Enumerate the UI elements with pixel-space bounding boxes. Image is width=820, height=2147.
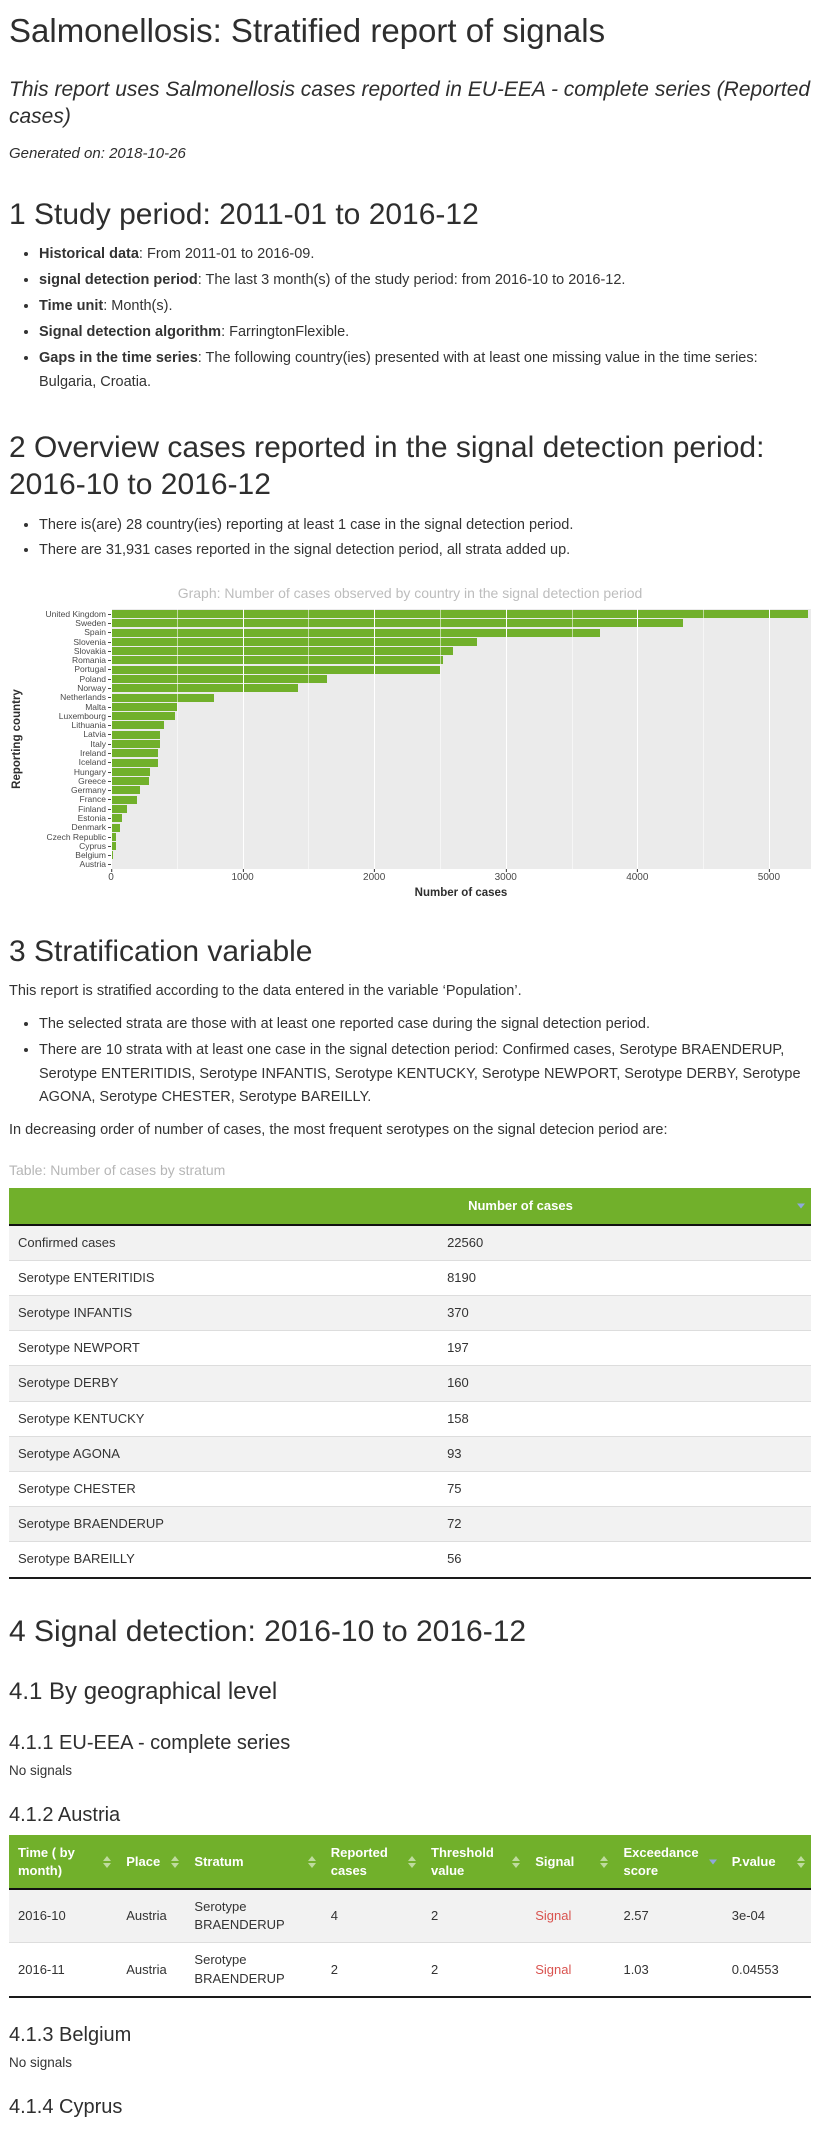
overview-bullet-list	[25, 514, 811, 564]
chart-bars	[111, 609, 811, 869]
country-label: Netherlands	[25, 693, 111, 702]
signal-cell: Signal	[535, 1908, 572, 1924]
country-label: Spain	[25, 628, 111, 637]
austria-signals-table	[9, 1835, 811, 1998]
gridline-minor	[177, 609, 178, 869]
bar-portugal	[111, 666, 440, 674]
country-label: Greece	[25, 777, 111, 786]
gridline-major	[506, 609, 507, 869]
p-value-cell: 3e-04	[731, 1908, 765, 1924]
column-header-label: Place	[126, 1853, 161, 1869]
country-label: Cyprus	[25, 842, 111, 851]
column-header-signal[interactable]	[526, 1835, 614, 1889]
stratum-cell: Serotype BRAENDERUP	[194, 1899, 285, 1933]
stratum-name-cell: Serotype ENTERITIDIS	[9, 1260, 438, 1295]
bullet-label: Time unit	[39, 297, 104, 314]
section4-1-3-heading: 4.1.3 Belgium	[9, 2023, 132, 2046]
gridline-minor	[572, 609, 573, 869]
bar-greece	[111, 777, 149, 785]
country-label: Norway	[25, 684, 111, 693]
bar-netherlands	[111, 694, 214, 702]
gridline-minor	[308, 609, 309, 869]
study-period-bullet	[39, 321, 811, 345]
bar-norway	[111, 684, 298, 692]
stratum-name-cell: Serotype BAREILLY	[9, 1542, 438, 1578]
stratum-table-row	[9, 1366, 811, 1401]
country-label: Romania	[25, 656, 111, 665]
section4-heading: 4 Signal detection: 2016-10 to 2016-12	[9, 1614, 527, 1648]
chart-plot-area	[111, 609, 811, 869]
stratification-outro: In decreasing order of number of cases, the most frequent serotypes on the signal detecion period are:	[9, 1122, 668, 1139]
column-header-label: Exceedance score	[623, 1845, 699, 1878]
x-axis-tick: 4000	[626, 872, 649, 884]
bar-italy	[111, 740, 160, 748]
place-cell: Austria	[126, 1908, 167, 1924]
overview-bullet: • There is(are) 28 country(ies) reporting at least 1 case in the signal detection period.	[39, 514, 811, 538]
stratum-table-row	[9, 1507, 811, 1542]
bar-latvia	[111, 731, 160, 739]
column-header-label: Time ( by month)	[18, 1845, 75, 1878]
cases-by-country-chart	[9, 585, 811, 899]
time-cell: 2016-10	[18, 1908, 66, 1924]
stratum-name-cell: Serotype CHESTER	[9, 1471, 438, 1506]
sort-up-down-arrows-icon[interactable]	[797, 1856, 805, 1868]
bar-finland	[111, 805, 127, 813]
stratum-cases-cell: 22560	[447, 1234, 484, 1250]
bar-malta	[111, 703, 177, 711]
bullet-label: Gaps in the time series	[39, 349, 198, 366]
x-axis-tick: 2000	[363, 872, 386, 884]
number-of-cases-column-header[interactable]	[438, 1188, 811, 1225]
country-label: Poland	[25, 675, 111, 684]
p-value-cell: 0.04553	[723, 1943, 811, 1997]
gridline-major	[111, 609, 112, 869]
bar-spain	[111, 629, 600, 637]
bar-denmark	[111, 824, 120, 832]
country-label: Luxembourg	[25, 712, 111, 721]
bar-france	[111, 796, 137, 804]
bar-hungary	[111, 768, 150, 776]
column-header-stratum[interactable]	[185, 1835, 321, 1889]
country-label: Iceland	[25, 758, 111, 767]
column-header-place[interactable]	[117, 1835, 185, 1889]
study-period-bullet-list	[25, 243, 811, 395]
column-header-reported-cases[interactable]	[322, 1835, 422, 1889]
sort-up-down-arrows-icon[interactable]	[512, 1856, 520, 1868]
report-subtitle: This report uses Salmonellosis cases reported in EU-EEA - complete series (Reported cases)	[9, 77, 811, 129]
sort-up-down-arrows-icon[interactable]	[600, 1856, 608, 1868]
sort-desc-arrow-icon[interactable]	[709, 1859, 717, 1864]
country-label: Estonia	[25, 814, 111, 823]
sort-up-down-arrows-icon[interactable]	[308, 1856, 316, 1868]
country-label: Denmark	[25, 823, 111, 832]
y-axis-label: Reporting country	[11, 689, 23, 790]
threshold-value-cell: 2	[431, 1908, 439, 1924]
country-label: Lithuania	[25, 721, 111, 730]
reported-cases-cell: 2	[322, 1943, 422, 1997]
country-label: Finland	[25, 805, 111, 814]
gridline-major	[637, 609, 638, 869]
country-label: Malta	[25, 703, 111, 712]
country-label: Czech Republic	[25, 833, 111, 842]
country-label: Slovenia	[25, 638, 111, 647]
stratum-cases-cell: 370	[438, 1296, 811, 1331]
section1-heading: 1 Study period: 2011-01 to 2016-12	[9, 197, 479, 231]
bar-lithuania	[111, 721, 164, 729]
stratum-table-row	[9, 1260, 811, 1295]
place-cell: Austria	[117, 1943, 185, 1997]
study-period-bullet	[39, 347, 811, 395]
stratum-name-cell: Serotype NEWPORT	[9, 1331, 438, 1366]
bar-poland	[111, 675, 327, 683]
sort-up-down-arrows-icon[interactable]	[103, 1856, 111, 1868]
study-period-bullet	[39, 295, 811, 319]
stratum-cases-cell: 75	[438, 1471, 811, 1506]
belgium-no-signals-text: No signals	[9, 2054, 73, 2070]
section4-1-1-heading: 4.1.1 EU-EEA - complete series	[9, 1732, 291, 1755]
eu-eea-no-signals-text: No signals	[9, 1763, 73, 1779]
column-header-label: Threshold value	[431, 1845, 494, 1878]
country-label: Ireland	[25, 749, 111, 758]
section4-1-2-heading: 4.1.2 Austria	[9, 1804, 121, 1827]
column-header-label: Stratum	[194, 1853, 244, 1869]
country-label: Belgium	[25, 851, 111, 860]
bar-germany	[111, 786, 140, 794]
section4-1-heading: 4.1 By geographical level	[9, 1678, 278, 1706]
x-axis-tick-labels	[108, 869, 811, 884]
sort-up-down-arrows-icon[interactable]	[171, 1856, 179, 1868]
x-axis-label: Number of cases	[414, 887, 508, 900]
gridline-minor	[440, 609, 441, 869]
section3-heading: 3 Stratification variable	[9, 935, 313, 969]
column-header-label: Reported cases	[330, 1845, 388, 1878]
bar-sweden	[111, 619, 683, 627]
stratum-column-header[interactable]	[9, 1188, 438, 1225]
generated-date: Generated on: 2018-10-26	[9, 144, 186, 162]
country-label: Germany	[25, 786, 111, 795]
bullet-text: : The following country(ies) presented with at least one missing value in the time series: Bulgaria, Croatia.	[39, 349, 758, 390]
overview-bullet: • There are 31,931 cases reported in the signal detection period, all strata added up.	[39, 539, 811, 563]
x-axis-tick: 5000	[757, 872, 781, 884]
country-label: Portugal	[25, 665, 111, 674]
page-title: Salmonellosis: Stratified report of signals	[9, 12, 606, 49]
stratum-cases-cell: 158	[438, 1401, 811, 1436]
stratum-table-row	[9, 1401, 811, 1436]
number-of-cases-header-label: Number of cases	[468, 1198, 573, 1214]
country-label: France	[25, 795, 111, 804]
bullet-label: Historical data	[39, 246, 139, 263]
stratum-cell: Serotype BRAENDERUP	[185, 1943, 321, 1997]
stratum-name-cell: Serotype KENTUCKY	[9, 1401, 438, 1436]
stratum-table	[9, 1188, 811, 1578]
stratum-cases-cell: 197	[438, 1331, 811, 1366]
bullet-text: : Month(s).	[103, 297, 173, 314]
x-axis-tick: 1000	[231, 872, 254, 884]
stratum-table-row	[9, 1331, 811, 1366]
bullet-text: : FarringtonFlexible.	[221, 323, 350, 340]
section4-1-4-heading: 4.1.4 Cyprus	[9, 2095, 123, 2118]
country-label: Sweden	[25, 619, 111, 628]
country-label: Slovakia	[25, 647, 111, 656]
bullet-label: Signal detection algorithm	[39, 323, 222, 340]
chart-title: Graph: Number of cases observed by country in the signal detection period	[177, 585, 643, 602]
stratum-table-row	[9, 1436, 811, 1471]
gridline-minor	[703, 609, 704, 869]
country-label: Hungary	[25, 768, 111, 777]
stratification-intro: This report is stratified according to the data entered in the variable ‘Population’.	[9, 982, 522, 999]
reported-cases-cell: 4	[330, 1908, 338, 1924]
gridline-major	[769, 609, 770, 869]
stratum-cases-cell: 8190	[438, 1260, 811, 1295]
column-header-p-value[interactable]	[723, 1835, 811, 1889]
column-header-threshold-value[interactable]	[422, 1835, 526, 1889]
country-label: United Kingdom	[25, 610, 111, 619]
bar-slovenia	[111, 638, 477, 646]
threshold-value-cell: 2	[422, 1943, 526, 1997]
bullet-text: : From 2011-01 to 2016-09.	[138, 246, 315, 263]
bar-romania	[111, 656, 443, 664]
country-label: Austria	[25, 860, 111, 869]
stratum-cases-cell: 56	[438, 1542, 811, 1578]
sort-desc-arrow-icon[interactable]	[797, 1203, 805, 1208]
time-cell: 2016-11	[9, 1943, 117, 1997]
sort-up-down-arrows-icon[interactable]	[408, 1856, 416, 1868]
stratification-bullet-list	[25, 1013, 811, 1111]
signals-table-row	[9, 1943, 811, 1997]
study-period-bullet	[39, 243, 811, 267]
bar-luxembourg	[111, 712, 175, 720]
exceedance-score-cell: 2.57	[623, 1908, 649, 1924]
column-header-exceedance-score[interactable]	[614, 1835, 722, 1889]
y-axis-tick-labels	[25, 609, 111, 869]
stratum-cases-cell: 72	[438, 1507, 811, 1542]
stratum-table-caption: Table: Number of cases by stratum	[9, 1162, 226, 1179]
stratum-table-row	[9, 1225, 811, 1261]
signals-table-row	[9, 1889, 811, 1943]
x-axis-tick: 3000	[494, 872, 517, 884]
stratum-table-header-row	[9, 1188, 811, 1225]
stratum-cases-cell: 160	[438, 1366, 811, 1401]
bar-estonia	[111, 814, 122, 822]
exceedance-score-cell: 1.03	[614, 1943, 722, 1997]
stratification-bullet: • The selected strata are those with at least one reported case during the signal detection period.	[39, 1013, 811, 1037]
study-period-bullet	[39, 269, 811, 293]
country-label: Latvia	[25, 730, 111, 739]
stratum-cases-cell: 93	[438, 1436, 811, 1471]
gridline-major	[374, 609, 375, 869]
x-axis-tick: 0	[108, 872, 114, 884]
stratum-table-row	[9, 1296, 811, 1331]
stratum-table-row	[9, 1542, 811, 1578]
stratum-name-cell: Confirmed cases	[18, 1234, 116, 1250]
bullet-text: : The last 3 month(s) of the study period: from 2016-10 to 2016-12.	[197, 271, 626, 288]
column-header-label: P.value	[731, 1853, 776, 1869]
stratum-name-cell: Serotype BRAENDERUP	[9, 1507, 438, 1542]
stratum-table-row	[9, 1471, 811, 1506]
country-label: Italy	[25, 740, 111, 749]
column-header-time-by-month[interactable]	[9, 1835, 117, 1889]
bar-ireland	[111, 749, 158, 757]
bullet-label: signal detection period	[39, 271, 198, 288]
bar-slovakia	[111, 647, 453, 655]
signals-table-header-row	[9, 1835, 811, 1889]
bar-iceland	[111, 759, 158, 767]
stratification-bullet: • There are 10 strata with at least one case in the signal detection period: Confirmed cases, Serotype BRAENDERUP, Serotype ENTERITIDIS, Serotype INFANTIS, Serotype KENTUCKY, Serotype NEWPORT, Serotype DERBY, Serotype AGONA, Serotype CHESTER, Serotype BAREILLY.	[39, 1039, 811, 1111]
stratum-name-cell: Serotype AGONA	[9, 1436, 438, 1471]
stratum-name-cell: Serotype INFANTIS	[9, 1296, 438, 1331]
column-header-label: Signal	[535, 1853, 575, 1869]
gridline-major	[243, 609, 244, 869]
stratum-name-cell: Serotype DERBY	[9, 1366, 438, 1401]
section2-heading: 2 Overview cases reported in the signal detection period: 2016-10 to 2016-12	[9, 430, 765, 502]
signal-cell: Signal	[526, 1943, 614, 1997]
